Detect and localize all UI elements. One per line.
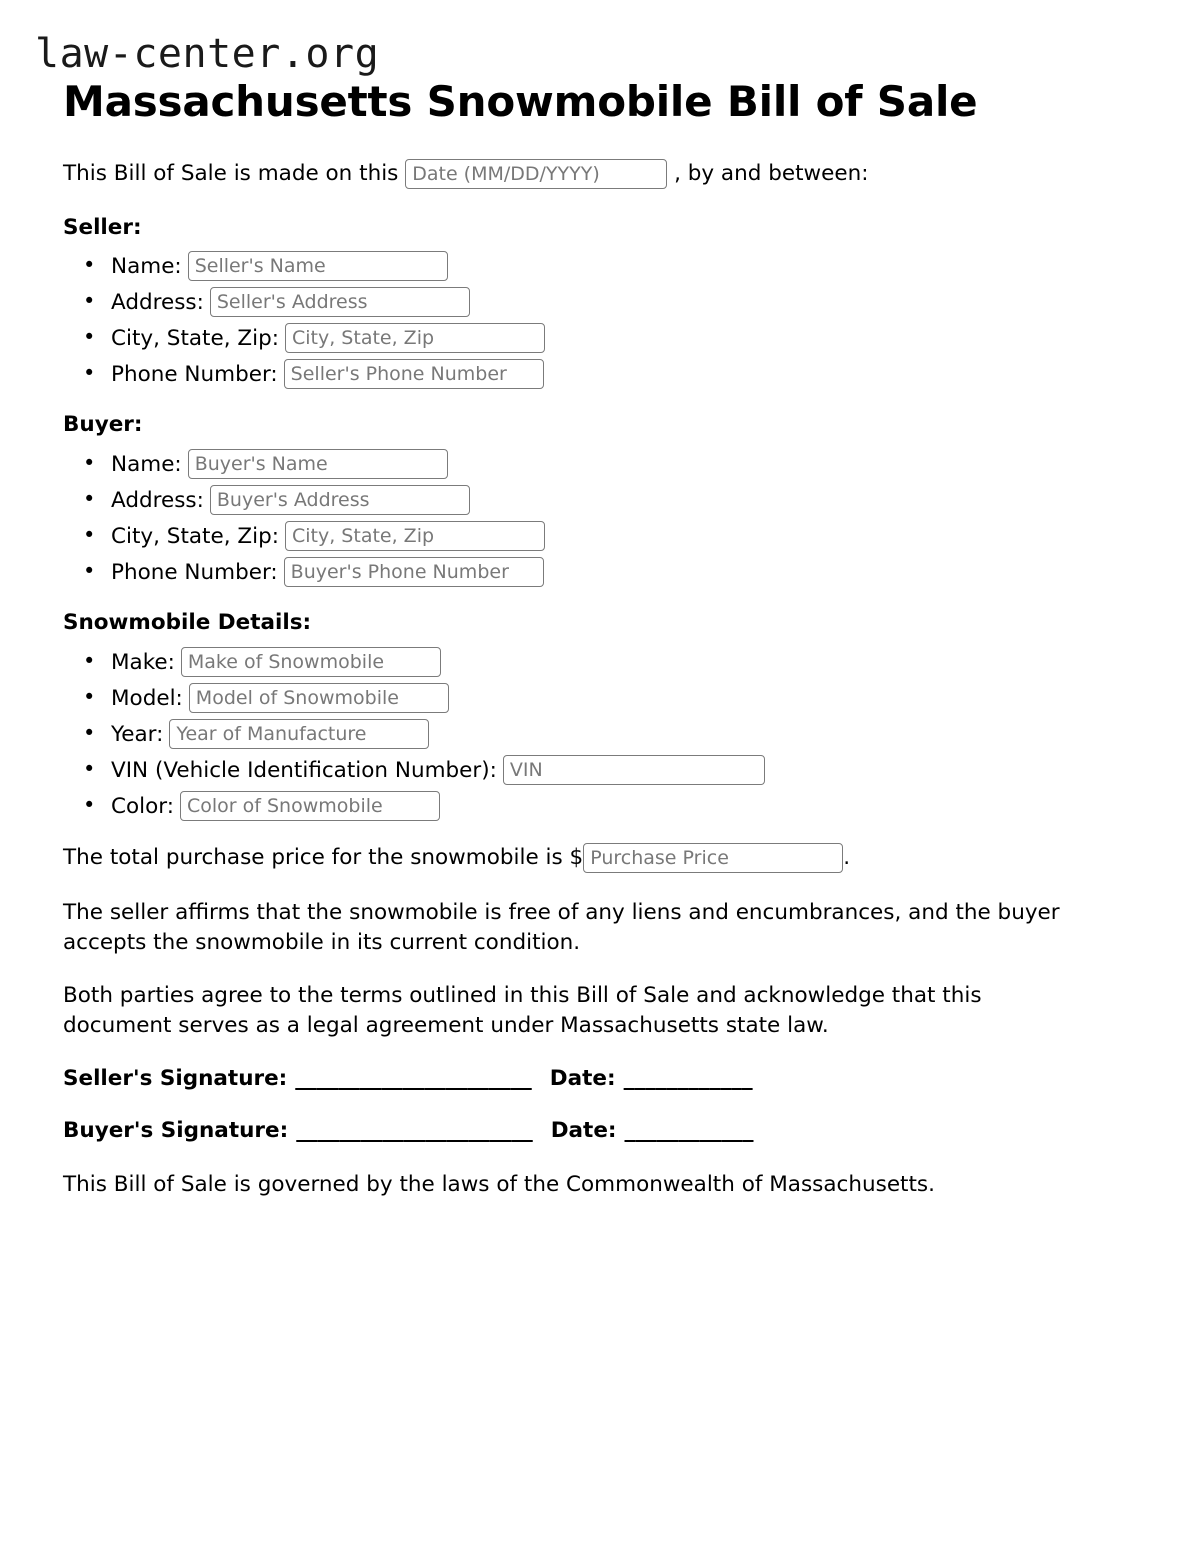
snowmobile-color-row [111, 791, 1131, 821]
buyer-date-line[interactable]: ____________ [624, 1118, 754, 1144]
site-logo: law-center.org [35, 31, 380, 77]
seller-phone-row [111, 359, 1131, 389]
buyer-name-label: • Name: [111, 451, 182, 477]
buyer-signature-line[interactable]: ______________________ [296, 1118, 533, 1144]
buyer-phone-row [111, 557, 1131, 587]
intro-text-after: , by and between: [674, 161, 869, 187]
seller-phone-input[interactable] [284, 359, 544, 389]
seller-name-label: • Name: [111, 253, 182, 279]
seller-name-row [111, 251, 1131, 281]
seller-city-input[interactable] [285, 323, 545, 353]
snowmobile-model-input[interactable] [189, 683, 449, 713]
snowmobile-year-input[interactable] [169, 719, 429, 749]
purchase-price-input[interactable] [583, 843, 843, 873]
buyer-phone-input[interactable] [284, 557, 544, 587]
buyer-address-label: • Address: [111, 487, 204, 513]
snowmobile-make-row [111, 647, 1131, 677]
snowmobile-color-input[interactable] [180, 791, 440, 821]
seller-name-input[interactable] [188, 251, 448, 281]
seller-signature-row [63, 1065, 1131, 1093]
buyer-name-input[interactable] [188, 449, 448, 479]
snowmobile-model-row [111, 683, 1131, 713]
buyer-address-row [111, 485, 1131, 515]
seller-date-label: Date: [549, 1065, 616, 1091]
seller-address-input[interactable] [210, 287, 470, 317]
buyer-city-row [111, 521, 1131, 551]
snowmobile-make-label: • Make: [111, 649, 175, 675]
snowmobile-vin-row [111, 755, 1131, 785]
snowmobile-color-label: • Color: [111, 793, 174, 819]
seller-address-label: • Address: [111, 289, 204, 315]
snowmobile-heading: Snowmobile Details: [63, 610, 312, 636]
buyer-date-label: Date: [550, 1118, 617, 1144]
governing-law-paragraph: This Bill of Sale is governed by the laws of the Commonwealth of Massachusetts. [63, 1172, 935, 1198]
purchase-price-text-after: . [843, 845, 851, 871]
snowmobile-year-row [111, 719, 1131, 749]
buyer-signature-label: Buyer's Signature: [63, 1118, 289, 1144]
seller-signature-label: Seller's Signature: [63, 1065, 288, 1091]
seller-phone-label: • Phone Number: [111, 361, 278, 387]
seller-field-list [63, 251, 1131, 389]
snowmobile-make-input[interactable] [181, 647, 441, 677]
seller-date-line[interactable]: ____________ [623, 1065, 753, 1091]
liens-paragraph: The seller affirms that the snowmobile is free of any liens and encumbrances, and the buyer accepts the snowmobile in its current condition. [63, 899, 1060, 955]
buyer-signature-row [63, 1117, 1131, 1145]
intro-text-before: This Bill of Sale is made on this [63, 161, 399, 187]
seller-city-row [111, 323, 1131, 353]
date-input[interactable] [405, 159, 667, 189]
page-title: Massachusetts Snowmobile Bill of Sale [63, 77, 978, 126]
buyer-phone-label: • Phone Number: [111, 559, 278, 585]
seller-signature-line[interactable]: ______________________ [295, 1065, 532, 1091]
buyer-city-input[interactable] [285, 521, 545, 551]
purchase-price-paragraph [63, 843, 1131, 874]
seller-heading: Seller: [63, 214, 142, 240]
seller-city-label: • City, State, Zip: [111, 325, 279, 351]
snowmobile-model-label: • Model: [111, 685, 183, 711]
snowmobile-year-label: • Year: [111, 721, 164, 747]
agreement-paragraph: Both parties agree to the terms outlined in this Bill of Sale and acknowledge that this document serves as a legal agreement under Massachusetts state law. [63, 983, 982, 1038]
snowmobile-field-list [63, 647, 1131, 821]
purchase-price-text-before: The total purchase price for the snowmobile is $ [63, 845, 584, 871]
seller-address-row [111, 287, 1131, 317]
buyer-city-label: • City, State, Zip: [111, 523, 279, 549]
snowmobile-vin-label: • VIN (Vehicle Identification Number): [111, 757, 497, 783]
buyer-heading: Buyer: [63, 412, 143, 438]
document-body [63, 159, 1131, 1200]
buyer-address-input[interactable] [210, 485, 470, 515]
snowmobile-vin-input[interactable] [503, 755, 765, 785]
intro-paragraph [63, 159, 1131, 190]
buyer-name-row [111, 449, 1131, 479]
buyer-field-list [63, 449, 1131, 587]
